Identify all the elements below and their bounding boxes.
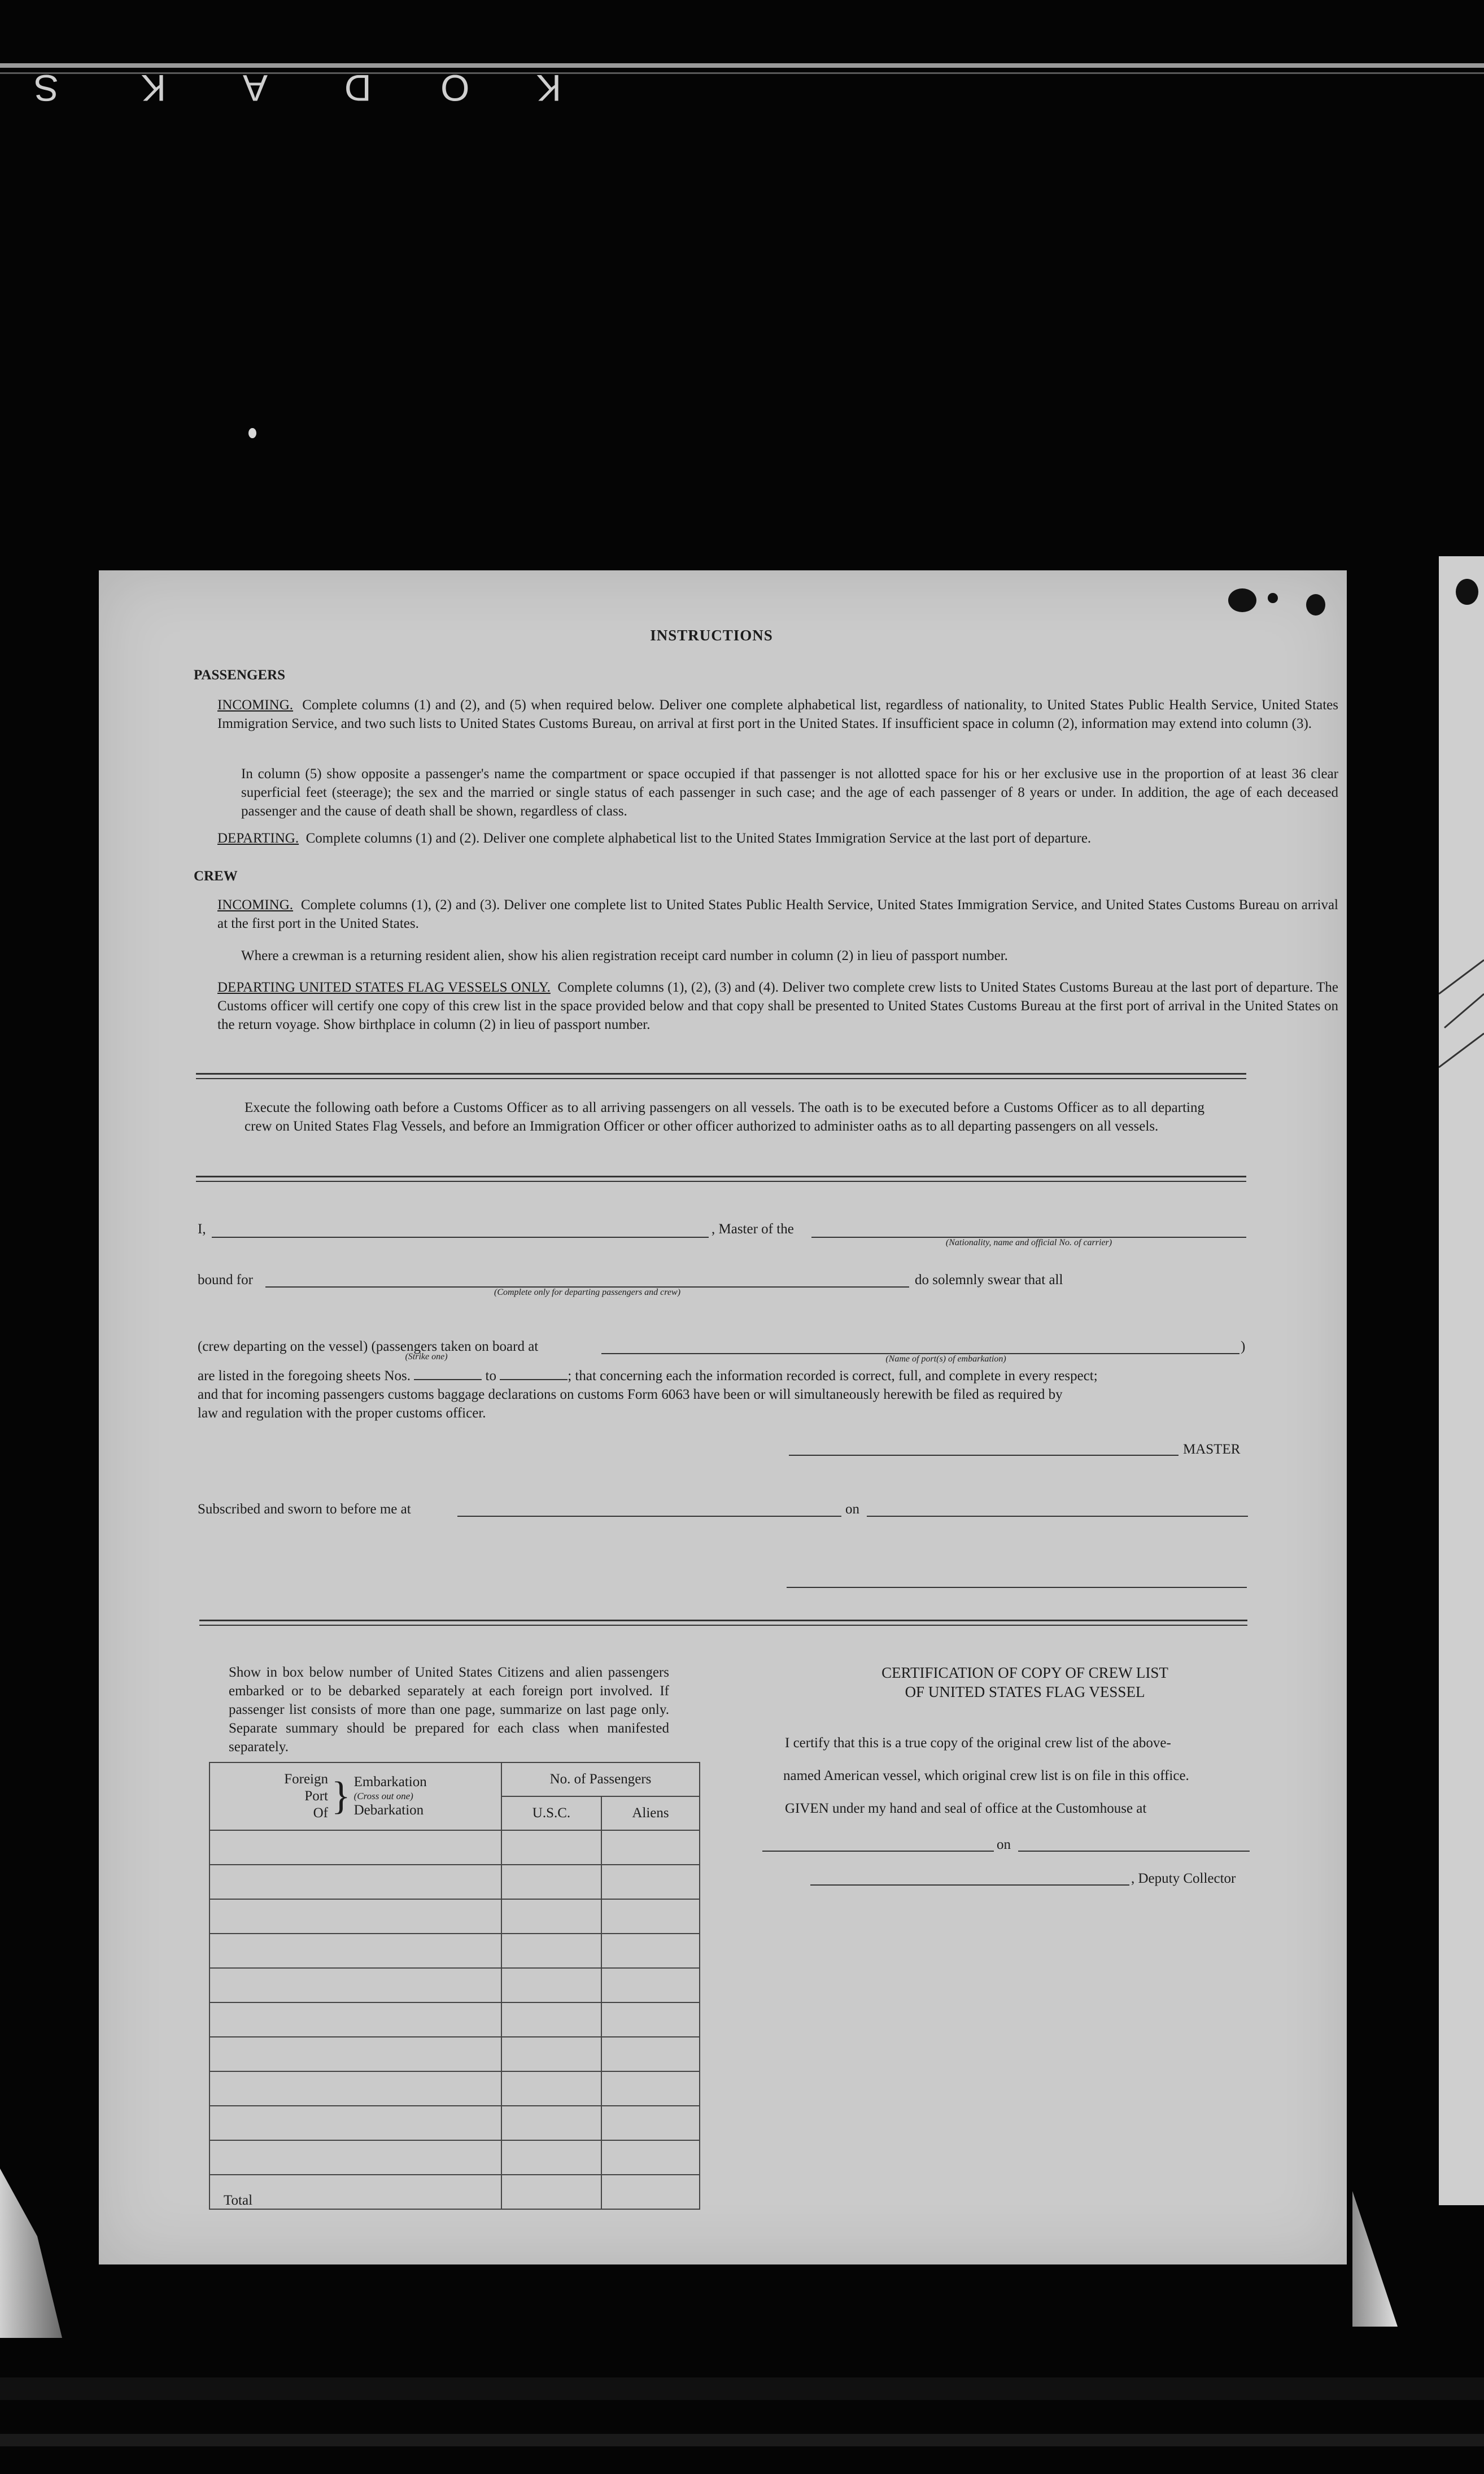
- passengers-column5-text: In column (5) show opposite a passenger's name the compartment or space occupied if that passenger is not allotted space for his or her exclusive use in the proportion of at least 36 clear superficial feet (steerage); the sex and the married or single status of each passenger in such case; and the age of each passenger of 8 years or under. In addition, the age of each deceased passenger and the cause of death shall be shown, regardless of class.: [241, 766, 1338, 819]
- customhouse-field[interactable]: [762, 1851, 994, 1852]
- table-row: [209, 2140, 700, 2175]
- certification-on-label: on: [997, 1837, 1011, 1852]
- table-row: [209, 1934, 700, 1968]
- passengers-departing-text: [217, 829, 1338, 848]
- brace-glyph: }: [331, 1774, 351, 1818]
- film-glare-left: [0, 2168, 62, 2338]
- certification-line-3: GIVEN under my hand and seal of office at the Customhouse at: [785, 1801, 1147, 1816]
- port-column-header: [209, 1762, 501, 1830]
- aliens-cell[interactable]: [601, 2037, 700, 2071]
- passengers-incoming-body: Complete columns (1) and (2), and (5) when required below. Deliver one complete alphabetical list, regardless of nationality, to United States Public Health Service, United States Immigration Service, and two such lists to United States Customs Bureau, on arrival at first port in the United States. If insufficient space in column (2), information may extend into column (3).: [217, 697, 1338, 731]
- film-letter-a: A: [243, 67, 268, 109]
- table-row: [209, 2002, 700, 2037]
- summary-instruction: Show in box below number of United States Citizens and alien passengers embarked or to be debarked separately at each foreign port involved. If passenger list consists of more than one page, summarize on last page only. Separate summary should be prepared for each class when manifested separately.: [229, 1665, 669, 1755]
- usc-cell[interactable]: [501, 1899, 601, 1934]
- certification-date-field[interactable]: [1018, 1851, 1250, 1852]
- port-cell[interactable]: [209, 2140, 501, 2175]
- table-row: [209, 1830, 700, 1865]
- film-letter-s: S: [34, 67, 59, 109]
- usc-cell[interactable]: [501, 2140, 601, 2175]
- port-cell[interactable]: [209, 2106, 501, 2140]
- crew-incoming-body: Complete columns (1), (2) and (3). Deliver one complete list to United States Public Health Service, United States Immigration Service, and United States Customs Bureau on arrival at the first port in the United States.: [217, 897, 1338, 931]
- certification-title: [799, 1663, 1251, 1701]
- carrier-hint: (Nationality, name and official No. of carrier): [945, 1238, 1112, 1247]
- passengers-heading: PASSENGERS: [194, 667, 286, 683]
- col-cross: (Cross out one): [353, 1791, 413, 1801]
- adjacent-sheet-hole: [1456, 579, 1478, 605]
- crew-departing-text: [217, 978, 1338, 1034]
- passengers-incoming-text: [217, 696, 1338, 733]
- usc-cell[interactable]: [501, 2071, 601, 2106]
- table-row: [209, 2071, 700, 2106]
- film-edge-bottom-line: [0, 2434, 1484, 2446]
- crew-departing-body: Complete columns (1), (2), (3) and (4). Deliver two complete crew lists to United States Customs Bureau at the last port of departure. The Customs officer will certify one copy of this crew list in the space provided below and that copy shall be presented to United States Customs Bureau at the first port of arrival in the United States on the return voyage. Show birthplace in column (2) in lieu of passport number.: [217, 980, 1339, 1032]
- film-edge-mark: [0, 67, 576, 117]
- officer-signature-field[interactable]: [787, 1587, 1247, 1588]
- col-debarkation: Debarkation: [353, 1803, 424, 1818]
- sheet-from-field[interactable]: [414, 1379, 482, 1380]
- aliens-cell[interactable]: [601, 2002, 700, 2037]
- crew-incoming-label: INCOMING.: [217, 897, 294, 913]
- film-glare-right: [1352, 2191, 1398, 2327]
- aliens-cell[interactable]: [601, 2071, 700, 2106]
- punch-hole-3: [1306, 594, 1325, 616]
- subscribed-place-field[interactable]: [457, 1516, 841, 1517]
- passengers-departing-body: Complete columns (1) and (2). Deliver one complete alphabetical list to the United States Immigration Service at the last port of departure.: [305, 831, 1092, 846]
- port-cell[interactable]: [209, 2037, 501, 2071]
- usc-cell[interactable]: [501, 1968, 601, 2002]
- port-hint: (Name of port(s) of embarkation): [885, 1354, 1006, 1364]
- subscribed-date-field[interactable]: [867, 1516, 1248, 1517]
- film-letter-o: O: [440, 67, 470, 109]
- aliens-cell[interactable]: [601, 1865, 700, 1899]
- punch-hole-1: [1228, 588, 1256, 612]
- port-cell[interactable]: [209, 1968, 501, 2002]
- adjacent-sheet-marks: [1439, 904, 1484, 1073]
- master-label: MASTER: [1183, 1442, 1241, 1457]
- aliens-cell[interactable]: [601, 2106, 700, 2140]
- col-port: Port: [304, 1788, 329, 1804]
- oath-bound-for: bound for: [198, 1272, 253, 1288]
- sheet-to-field[interactable]: [500, 1379, 568, 1380]
- page-title: INSTRUCTIONS: [650, 627, 773, 644]
- port-cell[interactable]: [209, 2071, 501, 2106]
- usc-cell[interactable]: [501, 2002, 601, 2037]
- crew-departing-label: DEPARTING UNITED STATES FLAG VESSELS ONLY.: [217, 980, 551, 995]
- oath-listed-3: and that for incoming passengers customs baggage declarations on customs Form 6063 have been or will simultaneously herewith be filed as required by: [198, 1387, 1063, 1402]
- port-cell[interactable]: [209, 1934, 501, 1968]
- certification-line-2: named American vessel, which original crew list is on file in this office.: [783, 1768, 1189, 1783]
- certification-title-1: CERTIFICATION OF COPY OF CREW LIST: [881, 1664, 1168, 1681]
- separator-1: [196, 1073, 1246, 1079]
- usc-cell[interactable]: [501, 1830, 601, 1865]
- aliens-cell[interactable]: [601, 1899, 700, 1934]
- subscribed-label: Subscribed and sworn to before me at: [198, 1502, 411, 1517]
- master-signature-field[interactable]: [789, 1455, 1179, 1456]
- certification-title-2: OF UNITED STATES FLAG VESSEL: [905, 1683, 1145, 1700]
- usc-cell[interactable]: [501, 2037, 601, 2071]
- film-edge-bottom: [0, 2377, 1484, 2400]
- passengers-departing-label: DEPARTING.: [217, 831, 299, 846]
- crew-incoming-text: [217, 896, 1338, 933]
- total-usc-cell[interactable]: [501, 2175, 601, 2209]
- deputy-signature-field[interactable]: [810, 1884, 1129, 1886]
- aliens-cell[interactable]: [601, 1934, 700, 1968]
- usc-column-header: U.S.C.: [501, 1796, 601, 1830]
- col-of: Of: [313, 1805, 329, 1821]
- crew-resident-text: Where a crewman is a returning resident alien, show his alien registration receipt card number in column (2) in lieu of passport number.: [241, 948, 1008, 963]
- col-embarkation: Embarkation: [353, 1774, 427, 1790]
- oath-listed-2: ; that concerning each the information recorded is correct, full, and complete in every respect;: [568, 1368, 1098, 1384]
- oath-listed-4: law and regulation with the proper customs officer.: [198, 1406, 486, 1421]
- adjacent-sheet: [1439, 556, 1484, 2205]
- table-row: [209, 2106, 700, 2140]
- oath-swear: do solemnly swear that all: [915, 1272, 1063, 1288]
- usc-cell[interactable]: [501, 1865, 601, 1899]
- master-name-field[interactable]: [212, 1237, 709, 1238]
- oath-close-paren: ): [1241, 1339, 1246, 1354]
- aliens-column-header: Aliens: [601, 1796, 700, 1830]
- film-letter-k: K: [536, 67, 562, 109]
- certification-line-1: I certify that this is a true copy of the original crew list of the above-: [785, 1735, 1171, 1751]
- total-label: Total: [209, 2175, 501, 2209]
- deputy-collector-label: , Deputy Collector: [1131, 1871, 1236, 1886]
- port-cell[interactable]: [209, 1830, 501, 1865]
- usc-cell[interactable]: [501, 2106, 601, 2140]
- film-speck: [248, 428, 256, 438]
- usc-cell[interactable]: [501, 1934, 601, 1968]
- oath-i-label: I,: [198, 1221, 206, 1237]
- passengers-column-header: No. of Passengers: [501, 1762, 700, 1796]
- passenger-summary-table: [209, 1762, 700, 2210]
- oath-instruction: Execute the following oath before a Customs Officer as to all arriving passengers on all vessels. The oath is to be executed before a Customs Officer as to all departing crew on United States Flag Vessels, and before an Immigration Officer or other officer authorized to administer oaths as to all departing passengers on all vessels.: [245, 1100, 1204, 1134]
- strike-hint: (Strike one): [405, 1352, 448, 1362]
- total-row: [209, 2175, 700, 2209]
- oath-listed-to: to: [485, 1368, 496, 1384]
- film-letter-d: D: [344, 67, 372, 109]
- oath-master-of: , Master of the: [712, 1221, 794, 1237]
- aliens-cell[interactable]: [601, 2140, 700, 2175]
- table-row: [209, 2037, 700, 2071]
- oath-crew-departing: (crew departing on the vessel) (passengers taken on board at: [198, 1339, 539, 1354]
- bound-hint: (Complete only for departing passengers and crew): [494, 1288, 681, 1297]
- oath-listed-1: are listed in the foregoing sheets Nos.: [198, 1368, 411, 1384]
- aliens-cell[interactable]: [601, 1830, 700, 1865]
- film-letter-k2: K: [141, 67, 167, 109]
- punch-hole-2: [1268, 593, 1278, 603]
- separator-2: [196, 1176, 1246, 1182]
- separator-3: [199, 1620, 1247, 1626]
- table-row: [209, 1968, 700, 2002]
- aliens-cell[interactable]: [601, 1968, 700, 2002]
- col-foreign: Foreign: [284, 1771, 329, 1787]
- port-cell[interactable]: [209, 1899, 501, 1934]
- table-row: [209, 1865, 700, 1899]
- table-row: [209, 1899, 700, 1934]
- port-cell[interactable]: [209, 1865, 501, 1899]
- total-aliens-cell[interactable]: [601, 2175, 700, 2209]
- passengers-incoming-label: INCOMING.: [217, 697, 294, 713]
- crew-heading: CREW: [194, 869, 238, 884]
- subscribed-on-label: on: [845, 1502, 859, 1517]
- oath-listed-line: [198, 1367, 1248, 1385]
- port-cell[interactable]: [209, 2002, 501, 2037]
